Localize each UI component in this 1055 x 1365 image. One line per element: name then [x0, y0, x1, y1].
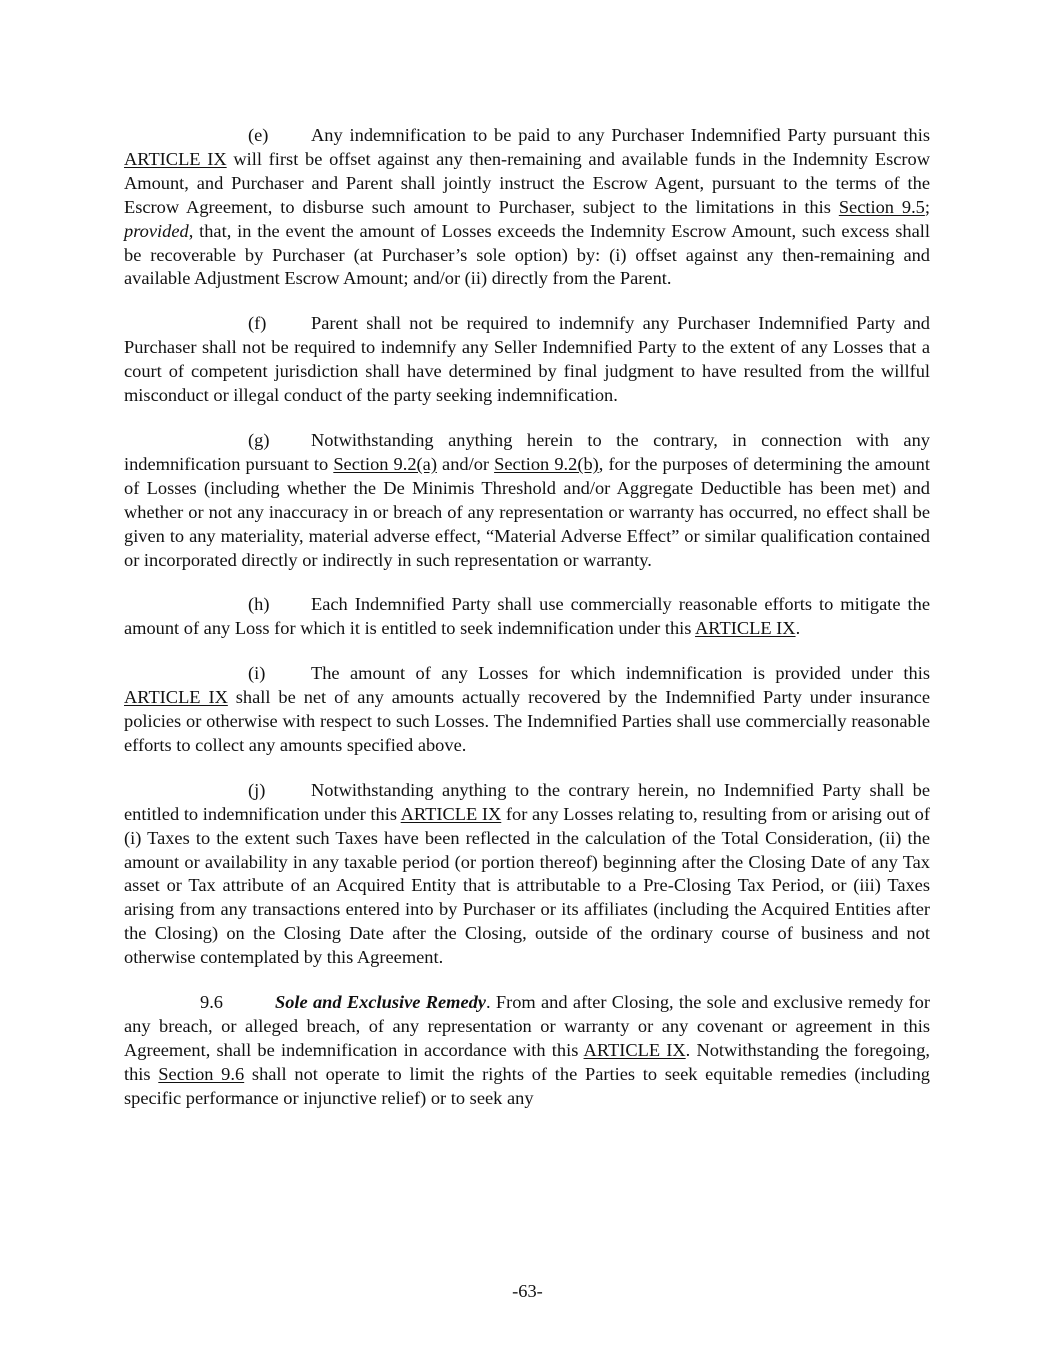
paragraph-label: (f) [248, 313, 267, 334]
paragraph-text: . Notwithstanding the foregoing, this [124, 1039, 930, 1084]
paragraph-text: and/or [436, 453, 495, 474]
paragraph-text: for any Losses relating to, resulting from or arising out of (i) Taxes to the extent such Taxes have been reflected in the calculation of the Total Consideration, (ii) the amount or availability in any taxable period (or portion thereof) beginning after the Closing Date of any Tax asset or Tax attribute of an Acquired Entity that is attributable to a Pre-Closing Tax Period, or (iii) Taxes arising from any transactions entered into by Purchaser or its affiliates (including the Acquired Entities after the Closing) on the Closing Date after the Closing, outside of the ordinary course of business and not otherwise contemplated by this Agreement. [124, 803, 930, 968]
paragraph-text: shall be net of any amounts actually recovered by the Indemnified Party under insurance policies or otherwise with respect to such Losses. The Indemnified Parties shall use commercially reasonable efforts to collect any amounts specified above. [124, 687, 930, 755]
paragraph-label: (h) [248, 594, 270, 615]
cross-reference-link[interactable]: Section 9.2(b) [494, 453, 599, 474]
cross-reference-link[interactable]: ARTICLE IX [400, 803, 502, 824]
subsection-paragraph [124, 312, 930, 408]
section-heading: Sole and Exclusive Remedy [275, 992, 486, 1013]
paragraph-text: , that, in the event the amount of Losses exceeds the Indemnity Escrow Amount, such excess shall be recoverable by Purchaser (at Purchaser’s sole option) by: (i) offset against any then-remaining and available Adjustment Escrow Amount; and/or (ii) directly from the Parent. [124, 220, 930, 289]
paragraph-label: (i) [248, 663, 266, 684]
paragraph-text: shall not operate to limit the rights of the Parties to seek equitable remedies (including specific performance or injunctive relief) or to seek any [124, 1063, 931, 1108]
paragraph-text: will first be offset against any then-remaining and available funds in the Indemnity Escrow Amount, and Purchaser and Parent shall jointly instruct the Escrow Agent, pursuant to the terms of the Escrow Agreement, to disburse such amount to Purchaser, subject to the limitations in this [124, 148, 930, 217]
subsection-paragraph [124, 124, 930, 291]
paragraph-label: 9.6 [200, 992, 223, 1013]
paragraph-label: (g) [248, 429, 270, 450]
subsection-paragraph [124, 662, 930, 758]
cross-reference-link[interactable]: Section 9.5 [838, 196, 925, 217]
cross-reference-link[interactable]: Section 9.6 [158, 1063, 245, 1084]
cross-reference-link[interactable]: ARTICLE IX [695, 618, 796, 639]
cross-reference-link[interactable]: ARTICLE IX [124, 687, 228, 708]
paragraph-text: Each Indemnified Party shall use commercially reasonable efforts to mitigate the amount of any Loss for which it is entitled to seek indemnification under this [124, 594, 930, 639]
paragraph-label: (e) [248, 125, 269, 145]
document-body [124, 124, 930, 1132]
cross-reference-link[interactable]: ARTICLE IX [583, 1039, 686, 1060]
subsection-paragraph [124, 593, 930, 641]
paragraph-text: Any indemnification to be paid to any Purchaser Indemnified Party pursuant this [311, 125, 930, 145]
subsection-paragraph [124, 779, 930, 970]
paragraph-text: Notwithstanding anything to the contrary herein, no Indemnified Party shall be entitled to indemnification under this [124, 779, 930, 824]
paragraph-text: The amount of any Losses for which indemnification is provided under this [311, 663, 930, 684]
subsection-paragraph [124, 429, 930, 572]
paragraph-text: . From and after Closing, the sole and exclusive remedy for any breach, or alleged breach, of any representation or warranty or any covenant or agreement in this Agreement, shall be indemnification in accordance with this [124, 992, 930, 1060]
cross-reference-link[interactable]: Section 9.2(a) [333, 453, 437, 474]
paragraph-text: provided [124, 220, 189, 241]
paragraph-text: ; [924, 196, 931, 217]
paragraph-text: Parent shall not be required to indemnify any Purchaser Indemnified Party and Purchaser shall not be required to indemnify any Seller Indemnified Party to the extent of any Losses that a court of competent jurisdiction shall have determined by final judgment to have resulted from the willful misconduct or illegal conduct of the party seeking indemnification. [124, 313, 930, 406]
page-number: -63- [512, 1281, 543, 1301]
cross-reference-link[interactable]: ARTICLE IX [124, 148, 227, 169]
paragraph-label: (j) [248, 779, 266, 800]
section-paragraph [124, 991, 930, 1111]
paragraph-text: , for the purposes of determining the amount of Losses (including whether the De Minimis Threshold and/or Aggregate Deductible has been met) and whether or not any inaccuracy in or breach of any representation or warranty has occurred, no effect shall be given to any materiality, material adverse effect, “Material Adverse Effect” or similar qualification contained or incorporated directly or indirectly in such representation or warranty. [124, 453, 930, 570]
paragraph-text: . [795, 618, 801, 639]
paragraph-text: Notwithstanding anything herein to the contrary, in connection with any indemnification pursuant to [124, 429, 930, 474]
